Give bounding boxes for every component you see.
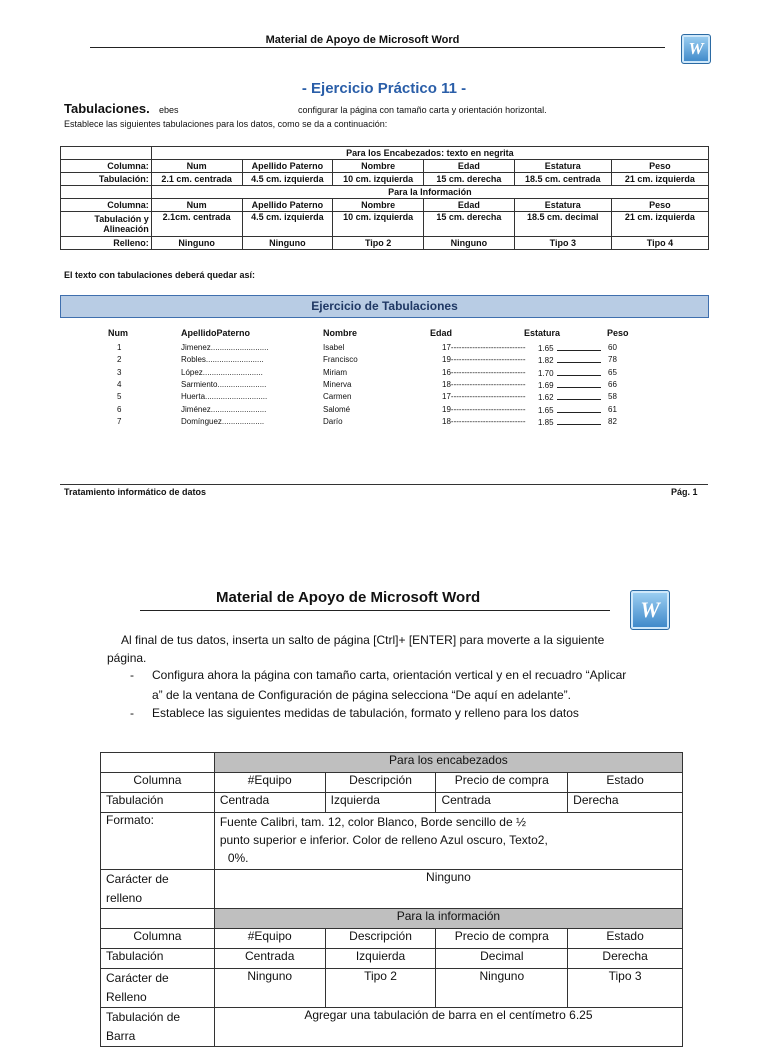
table-cell: Peso xyxy=(611,160,708,173)
table-cell: #Equipo xyxy=(214,773,325,793)
dot-leader: ............................ xyxy=(205,392,268,402)
sample-col-header: Peso xyxy=(607,328,629,338)
table-cell xyxy=(61,147,152,160)
table-cell: Centrada xyxy=(214,949,325,969)
table-row xyxy=(101,793,683,813)
dot-leader: ................... xyxy=(221,416,265,426)
apellido-text: Jimenez xyxy=(181,343,211,352)
table-cell: Ninguno xyxy=(214,870,682,909)
word-logo-icon: W xyxy=(681,34,711,64)
sample-edad xyxy=(442,404,526,416)
underline-leader xyxy=(557,379,601,388)
table-cell xyxy=(101,909,215,929)
label-line: Carácter de xyxy=(106,971,169,985)
instruction-text: Establece las siguientes tabulaciones para los datos, como se da a continuación: xyxy=(64,119,388,129)
estatura-text: 1.82 xyxy=(538,356,554,366)
sample-edad xyxy=(442,391,526,403)
estatura-text: 1.85 xyxy=(538,417,554,427)
apellido-text: Domínguez xyxy=(181,416,222,426)
estatura-text: 1.65 xyxy=(538,344,554,353)
row-label: Columna: xyxy=(61,199,152,212)
label-line: Barra xyxy=(106,1029,136,1043)
table-cell: Precio de compra xyxy=(436,773,568,793)
sample-apellido xyxy=(181,379,266,391)
table-cell: Tipo 2 xyxy=(325,969,436,1008)
footer-left-text: Tratamiento informático de datos xyxy=(64,487,207,497)
table-cell: Izquierda xyxy=(325,793,436,813)
table-cell: Edad xyxy=(424,160,515,173)
sample-peso: 66 xyxy=(608,379,617,389)
sample-nombre: Isabel xyxy=(323,343,345,352)
apellido-text: Jiménez xyxy=(181,404,211,414)
underline-leader xyxy=(557,354,601,363)
sample-num: 5 xyxy=(117,392,122,402)
row-label: Tabulación y Alineación xyxy=(61,212,152,237)
sample-num: 6 xyxy=(117,404,122,414)
table-cell: #Equipo xyxy=(214,929,325,949)
tab-settings-table xyxy=(60,146,709,250)
sample-estatura xyxy=(538,404,601,416)
apellido-text: Robles xyxy=(181,355,206,365)
heading-fragment: ebes xyxy=(159,105,179,115)
table-cell: Decimal xyxy=(436,949,568,969)
sample-col-header: Nombre xyxy=(323,328,358,338)
table-cell: Descripción xyxy=(325,929,436,949)
table-cell: Estado xyxy=(568,929,683,949)
table-row xyxy=(61,186,709,199)
sample-estatura xyxy=(538,391,601,403)
edad-text: 16 xyxy=(442,367,451,377)
sample-edad xyxy=(442,354,526,366)
sample-num: 1 xyxy=(117,343,122,352)
row-label: Relleno: xyxy=(61,237,152,250)
format-line: Fuente Calibri, tam. 12, color Blanco, Borde sencillo de ½ xyxy=(219,815,526,829)
table-cell: Apellido Paterno xyxy=(242,199,333,212)
row-label: Columna xyxy=(101,929,215,949)
format-description-cell xyxy=(214,813,682,870)
table-row xyxy=(61,237,709,250)
sample-edad xyxy=(442,416,526,428)
table-cell: Estatura xyxy=(514,199,611,212)
table-cell: Estatura xyxy=(514,160,611,173)
dash-leader: ---------------------------- xyxy=(450,392,526,402)
table-cell: Agregar una tabulación de barra en el centímetro 6.25 xyxy=(214,1008,682,1047)
sample-estatura xyxy=(538,354,601,366)
table-row xyxy=(101,909,683,929)
format-line: punto superior e inferior. Color de relleno Azul oscuro, Texto2, xyxy=(219,833,548,847)
heading-rest-text: configurar la página con tamaño carta y orientación horizontal. xyxy=(298,105,547,115)
enc-header-cell: Para los Encabezados: texto en negrita xyxy=(151,147,708,160)
label-line: Carácter de xyxy=(106,872,169,886)
sample-col-header: Edad xyxy=(430,328,453,338)
table-cell: 18.5 cm. decimal xyxy=(514,212,611,237)
info-header-cell: Para la información xyxy=(214,909,682,929)
sample-estatura xyxy=(538,342,601,354)
sample-apellido xyxy=(181,416,264,428)
dot-leader: .......................... xyxy=(210,343,269,352)
sample-apellido xyxy=(181,391,267,403)
table-row xyxy=(101,753,683,773)
table-row xyxy=(61,147,709,160)
table-cell: Centrada xyxy=(214,793,325,813)
format-line: 0%. xyxy=(227,851,249,865)
dot-leader: ......................... xyxy=(210,404,267,414)
edad-text: 19 xyxy=(442,404,451,414)
row-label: Tabulación: xyxy=(61,173,152,186)
sample-col-header: Estatura xyxy=(524,328,561,338)
info-header-cell: Para la Información xyxy=(151,186,708,199)
header-divider xyxy=(90,47,665,48)
bullet-line: Configura ahora la página con tamaño carta, orientación vertical y en el recuadro “Aplicar xyxy=(152,668,627,682)
estatura-text: 1.65 xyxy=(538,405,554,415)
edad-text: 17 xyxy=(442,392,451,402)
table-cell: 15 cm. derecha xyxy=(424,212,515,237)
table-cell: Tipo 2 xyxy=(333,237,424,250)
table-cell xyxy=(101,753,215,773)
underline-leader xyxy=(557,391,601,400)
table-cell: Precio de compra xyxy=(436,929,568,949)
sample-nombre: Carmen xyxy=(323,392,352,402)
bullet-dash: - xyxy=(130,668,134,682)
bullet-line: Establece las siguientes medidas de tabulación, formato y relleno para los datos xyxy=(152,706,579,720)
sample-nombre: Francisco xyxy=(323,355,358,365)
table-cell: Centrada xyxy=(436,793,568,813)
row-label: Tabulación xyxy=(101,793,215,813)
edad-text: 18 xyxy=(442,416,451,426)
table-cell: Izquierda xyxy=(325,949,436,969)
table-cell: 2.1 cm. centrada xyxy=(151,173,242,186)
page-header-title: Material de Apoyo de Microsoft Word xyxy=(216,589,481,606)
sample-num: 7 xyxy=(117,416,122,426)
bullet-dash: - xyxy=(130,706,134,720)
sample-nombre: Salomé xyxy=(323,404,351,414)
table-row xyxy=(61,199,709,212)
row-label: Columna xyxy=(101,773,215,793)
label-line: relleno xyxy=(106,891,143,905)
header-divider xyxy=(140,610,610,611)
table-cell: Tipo 4 xyxy=(611,237,708,250)
dash-leader: ---------------------------- xyxy=(450,404,526,414)
table-cell: Edad xyxy=(424,199,515,212)
table-cell: Estado xyxy=(568,773,683,793)
dot-leader: ...................... xyxy=(217,379,267,389)
sample-apellido xyxy=(181,354,264,366)
table-cell: Num xyxy=(151,199,242,212)
row-label xyxy=(101,870,215,909)
table-cell: 4.5 cm. izquierda xyxy=(242,173,333,186)
footer-divider xyxy=(60,484,708,485)
sample-nombre: Darío xyxy=(323,416,343,426)
table-row xyxy=(101,1008,683,1047)
table-row xyxy=(101,773,683,793)
dash-leader: ---------------------------- xyxy=(450,355,526,365)
table-cell: 2.1cm. centrada xyxy=(151,212,242,237)
apellido-text: López xyxy=(181,367,203,377)
table-cell: Derecha xyxy=(568,949,683,969)
sample-apellido xyxy=(181,367,263,379)
underline-leader xyxy=(557,342,601,351)
table-cell: 10 cm. izquierda xyxy=(333,173,424,186)
result-intro-text: El texto con tabulaciones deberá quedar así: xyxy=(64,270,256,280)
table-cell: 4.5 cm. izquierda xyxy=(242,212,333,237)
table-cell xyxy=(61,186,152,199)
section-heading: Tabulaciones. xyxy=(64,101,150,116)
apellido-text: Huerta xyxy=(181,392,206,402)
table-cell: Nombre xyxy=(333,199,424,212)
table-cell: Ninguno xyxy=(151,237,242,250)
dash-leader: ---------------------------- xyxy=(450,367,526,377)
underline-leader xyxy=(557,416,601,425)
table-cell: Ninguno xyxy=(424,237,515,250)
table-cell: 18.5 cm. centrada xyxy=(514,173,611,186)
estatura-text: 1.70 xyxy=(538,368,554,378)
sample-edad xyxy=(442,367,526,379)
dash-leader: ---------------------------- xyxy=(450,416,526,426)
sample-edad xyxy=(442,379,526,391)
table-cell: Num xyxy=(151,160,242,173)
table-row xyxy=(61,160,709,173)
sample-peso: 65 xyxy=(608,367,617,377)
edad-text: 18 xyxy=(442,379,451,389)
sample-edad xyxy=(442,342,526,354)
sample-nombre: Minerva xyxy=(323,379,352,389)
paragraph-line: Al final de tus datos, inserta un salto de página [Ctrl]+ [ENTER] para moverte a la siguiente xyxy=(121,633,605,647)
table-row xyxy=(101,929,683,949)
sample-peso: 61 xyxy=(608,404,617,414)
sample-col-header: ApellidoPaterno xyxy=(181,328,251,338)
table-cell: Ninguno xyxy=(436,969,568,1008)
page-header-title: Material de Apoyo de Microsoft Word xyxy=(265,34,460,46)
table-cell: Peso xyxy=(611,199,708,212)
exercise-title: - Ejercicio Práctico 11 - xyxy=(301,80,467,97)
sample-apellido xyxy=(181,342,269,354)
dash-leader: ---------------------------- xyxy=(450,379,526,389)
table-cell: Descripción xyxy=(325,773,436,793)
table-cell: Apellido Paterno xyxy=(242,160,333,173)
dot-leader: ........................... xyxy=(202,367,263,377)
sample-estatura xyxy=(538,416,601,428)
sample-nombre: Miriam xyxy=(323,367,347,377)
paragraph-line: página. xyxy=(107,651,147,665)
table-cell: Tipo 3 xyxy=(514,237,611,250)
table-cell: 15 cm. derecha xyxy=(424,173,515,186)
label-line: Tabulación de xyxy=(106,1010,181,1024)
table-cell: 10 cm. izquierda xyxy=(333,212,424,237)
row-label xyxy=(101,969,215,1008)
sample-num: 3 xyxy=(117,367,122,377)
apellido-text: Sarmiento xyxy=(181,379,218,389)
table-cell: Derecha xyxy=(568,793,683,813)
sample-peso: 60 xyxy=(608,343,617,352)
table-row xyxy=(101,870,683,909)
table-row xyxy=(61,173,709,186)
page-number: Pág. 1 xyxy=(671,487,698,497)
sample-apellido xyxy=(181,404,266,416)
table-cell: Nombre xyxy=(333,160,424,173)
sample-estatura xyxy=(538,379,601,391)
edad-text: 19 xyxy=(442,355,451,365)
table-row xyxy=(61,212,709,237)
sample-peso: 78 xyxy=(608,355,617,365)
row-label: Tabulación xyxy=(101,949,215,969)
table-row xyxy=(101,813,683,870)
underline-leader xyxy=(557,367,601,376)
table-cell: 21 cm. izquierda xyxy=(611,212,708,237)
enc-header-cell: Para los encabezados xyxy=(214,753,682,773)
tab-exercise-banner: Ejercicio de Tabulaciones xyxy=(60,295,709,318)
row-label: Columna: xyxy=(61,160,152,173)
table-cell: Ninguno xyxy=(214,969,325,1008)
table-cell: 21 cm. izquierda xyxy=(611,173,708,186)
underline-leader xyxy=(557,404,601,413)
dot-leader: .......................... xyxy=(205,355,264,365)
format-settings-table xyxy=(100,752,683,1047)
sample-peso: 58 xyxy=(608,392,617,402)
table-row xyxy=(101,949,683,969)
row-label xyxy=(101,1008,215,1047)
label-line: Relleno xyxy=(106,990,147,1004)
table-cell: Ninguno xyxy=(242,237,333,250)
row-label: Formato: xyxy=(101,813,215,870)
word-logo-icon: W xyxy=(630,590,670,630)
estatura-text: 1.62 xyxy=(538,393,554,403)
sample-num: 2 xyxy=(117,355,122,365)
sample-num: 4 xyxy=(117,379,122,389)
bullet-line: a” de la ventana de Configuración de página selecciona “De aquí en adelante”. xyxy=(152,688,571,702)
dash-leader: ---------------------------- xyxy=(450,343,526,352)
sample-col-header: Num xyxy=(108,328,128,338)
edad-text: 17 xyxy=(442,343,451,352)
estatura-text: 1.69 xyxy=(538,380,554,390)
sample-estatura xyxy=(538,367,601,379)
table-cell: Tipo 3 xyxy=(568,969,683,1008)
sample-peso: 82 xyxy=(608,416,617,426)
table-row xyxy=(101,969,683,1008)
